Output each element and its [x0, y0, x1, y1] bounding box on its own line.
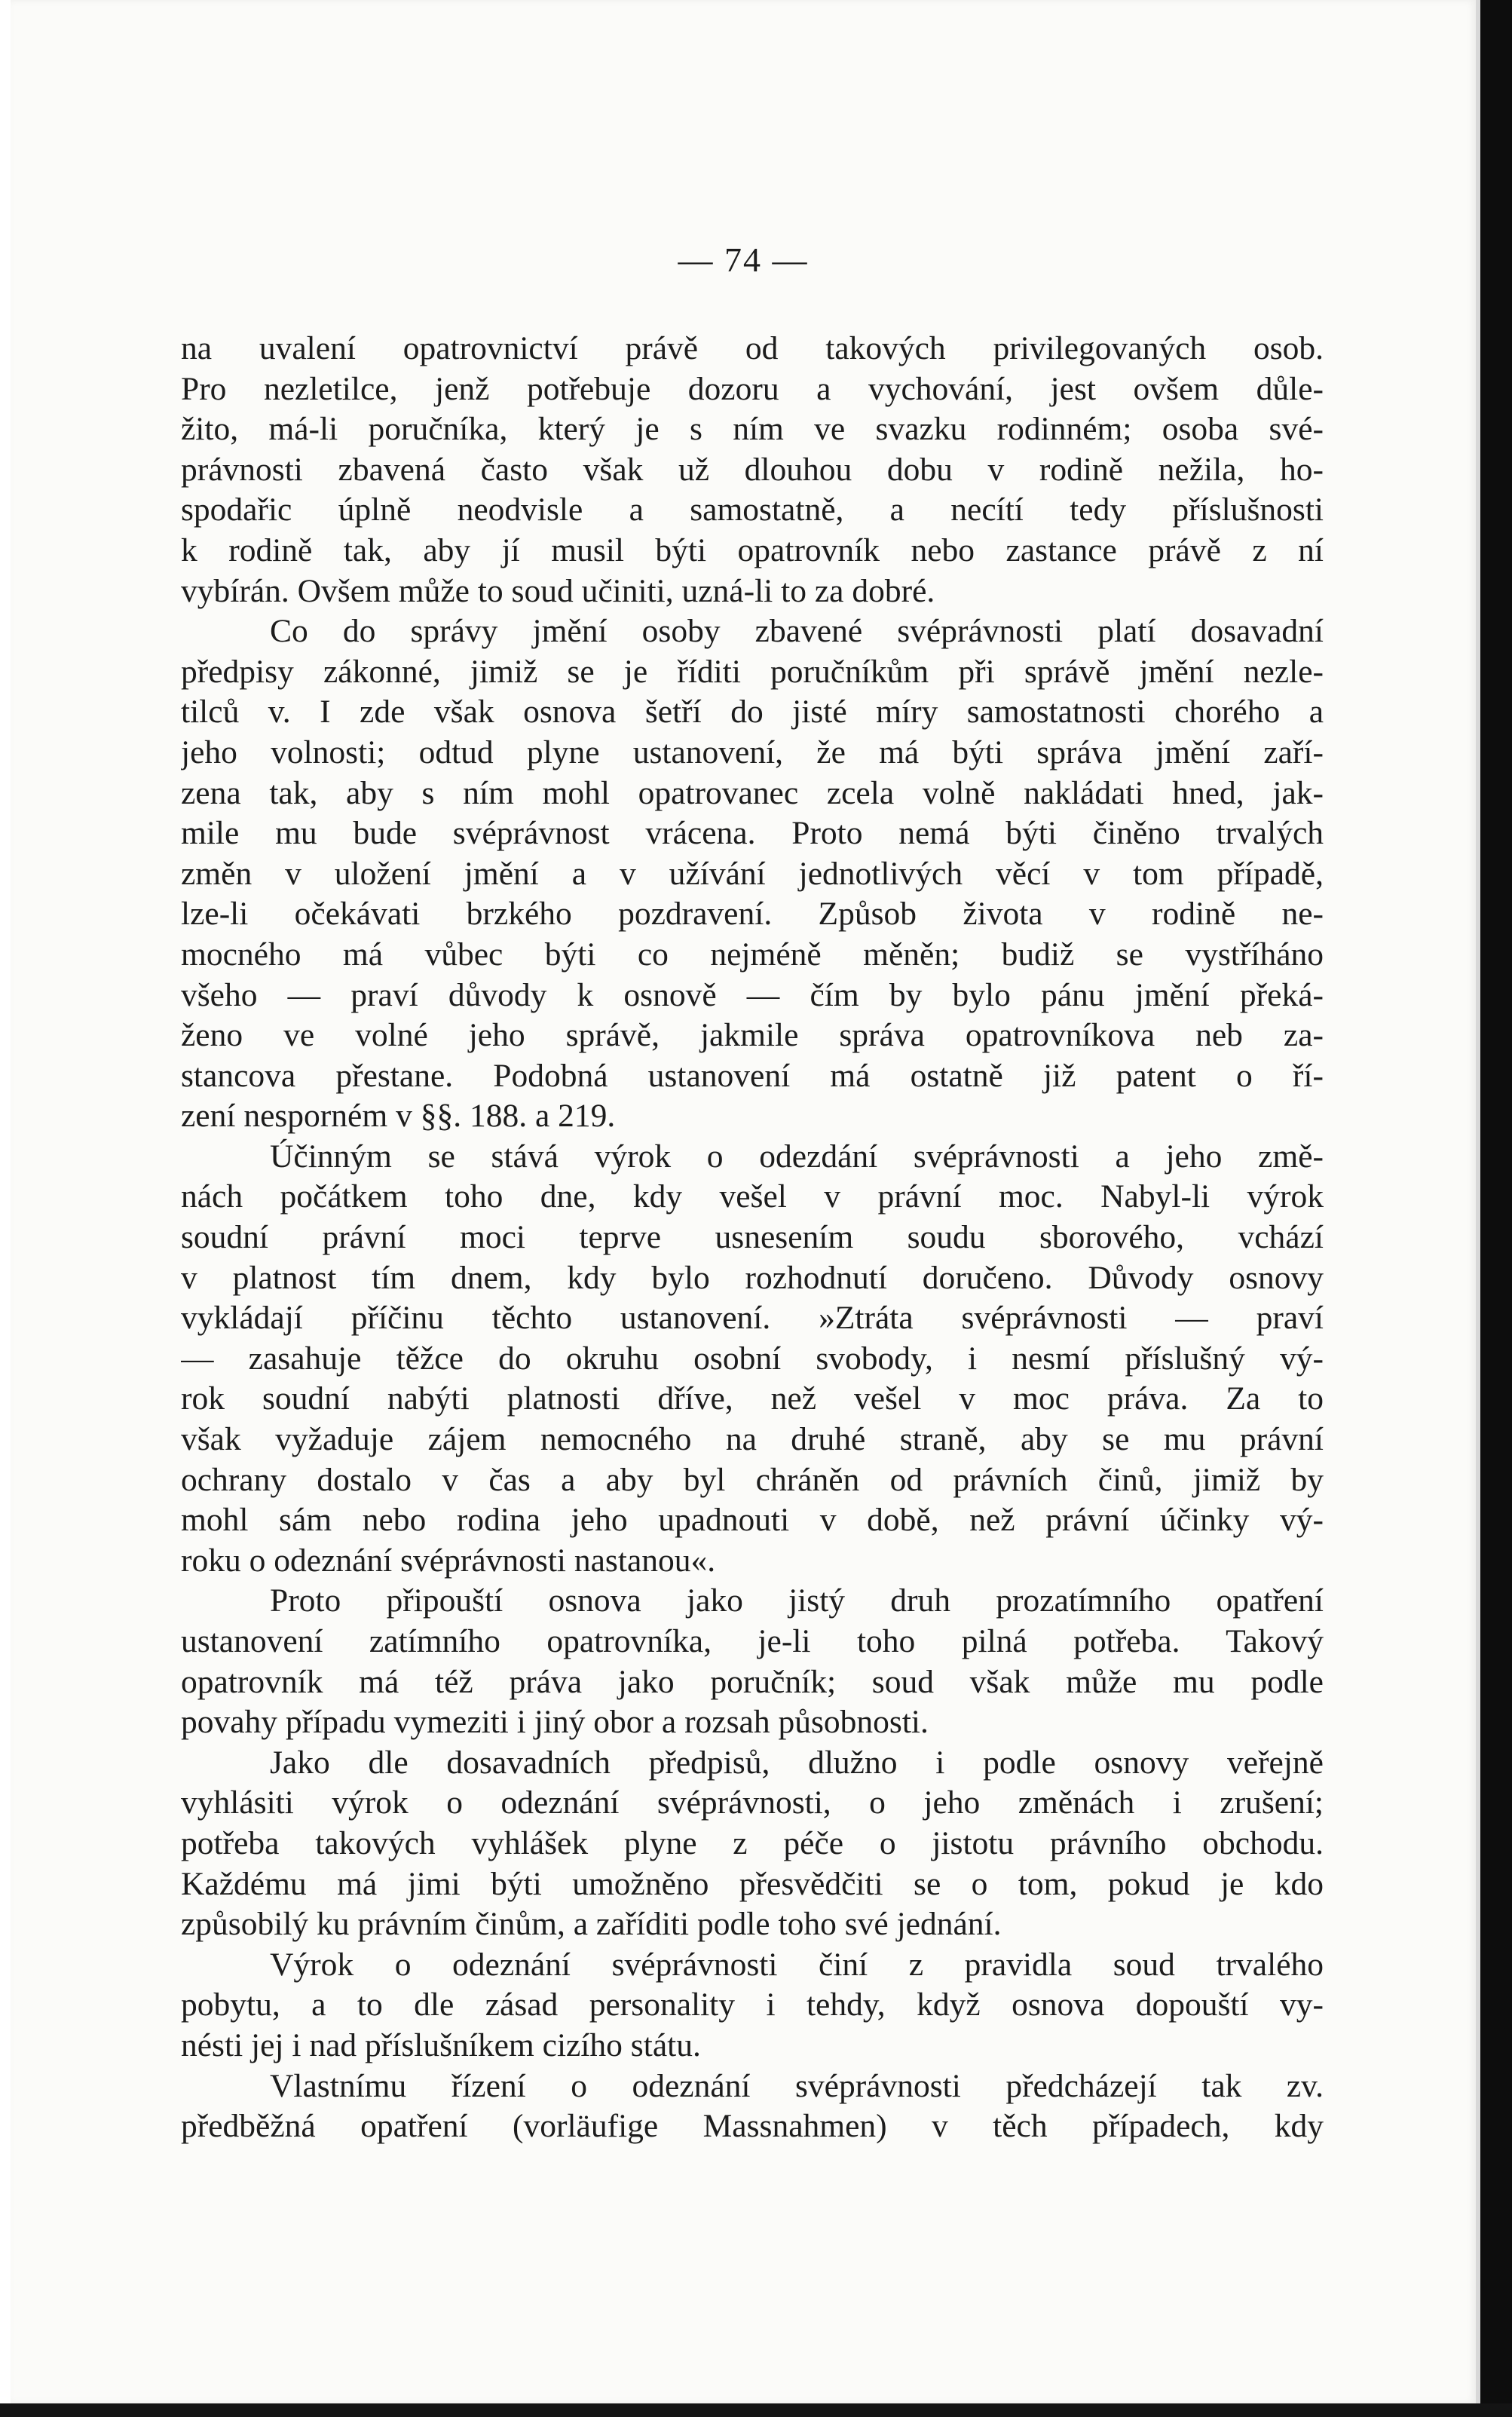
text-line: právnosti zbavená často však už dlouhou dobu v rodině nežila, ho- [181, 451, 1324, 488]
text-line: tilců v. I zde však osnova šetří do jisté míry samostatnosti chorého a [181, 694, 1324, 731]
scan-border-right [1480, 0, 1512, 2417]
paragraph-1 [181, 329, 1324, 611]
text-line: Jako dle dosavadních předpisů, dlužno i podle osnovy veřejně [270, 1744, 1324, 1781]
text-line: nách počátkem toho dne, kdy vešel v právní moc. Nabyl-li výrok [181, 1178, 1324, 1215]
text-line: zení nesporném v §§. 188. a 219. [181, 1098, 616, 1135]
paragraph-2 [181, 611, 1324, 1137]
text-line: Proto připouští osnova jako jistý druh prozatímního opatření [270, 1582, 1324, 1619]
text-line: k rodině tak, aby jí musil býti opatrovník nebo zastance právě z ní [181, 531, 1324, 568]
text-line: jeho volnosti; odtud plyne ustanovení, že má býti správa jmění zaří- [181, 734, 1324, 770]
text-line: opatrovník má též práva jako poručník; soud však může mu podle [181, 1663, 1324, 1700]
scan-border-bottom [0, 2403, 1512, 2417]
text-line: vybírán. Ovšem může to soud učiniti, uzná-li to za dobré. [181, 572, 935, 609]
text-line: všeho — praví důvody k osnově — čím by bylo pánu jmění překá- [181, 976, 1324, 1013]
text-line: Vlastnímu řízení o odeznání svéprávnosti předcházejí tak zv. [270, 2067, 1324, 2104]
text-line: Pro nezletilce, jenž potřebuje dozoru a vychování, jest ovšem důle- [181, 370, 1324, 407]
paragraph-7 [181, 2066, 1324, 2147]
text-line: — zasahuje těžce do okruhu osobní svobody, i nesmí příslušný vý- [181, 1340, 1324, 1377]
text-line: mohl sám nebo rodina jeho upadnouti v době, než právní účinky vý- [181, 1502, 1324, 1539]
text-line: předběžná opatření (vorläufige Massnahmen) v těch případech, kdy [181, 2108, 1324, 2145]
text-line: vyhlásiti výrok o odeznání svéprávnosti, o jeho změnách i zrušení; [181, 1784, 1324, 1821]
text-line: potřeba takových vyhlášek plyne z péče o jistotu právního obchodu. [181, 1824, 1324, 1861]
paragraph-5 [181, 1743, 1324, 1945]
text-line: Výrok o odeznání svéprávnosti činí z pravidla soud trvalého [270, 1946, 1324, 1983]
text-line: stancova přestane. Podobná ustanovení má ostatně již patent o ří- [181, 1057, 1324, 1094]
body-text [181, 329, 1324, 2147]
text-line: na uvalení opatrovnictví právě od takových privilegovaných osob. [181, 330, 1324, 366]
text-line: povahy případu vymeziti i jiný obor a rozsah působnosti. [181, 1704, 929, 1741]
text-line: Každému má jimi býti umožněno přesvědčiti se o tom, pokud je kdo [181, 1865, 1324, 1902]
text-line: nésti jej i nad příslušníkem cizího státu. [181, 2026, 701, 2063]
text-line: lze-li očekávati brzkého pozdravení. Způsob života v rodině ne- [181, 896, 1324, 933]
text-line: žito, má-li poručníka, který je s ním ve svazku rodinném; osoba své- [181, 411, 1324, 448]
text-line: ochrany dostalo v čas a aby byl chráněn od právních činů, jimiž by [181, 1461, 1324, 1498]
text-line: soudní právní moci teprve usnesením soudu sborového, vchází [181, 1219, 1324, 1256]
paragraph-3 [181, 1137, 1324, 1582]
paragraph-4 [181, 1581, 1324, 1742]
text-line: způsobilý ku právním činům, a zaříditi podle toho své jednání. [181, 1906, 1002, 1943]
book-page [11, 0, 1480, 2403]
text-line: ustanovení zatímního opatrovníka, je-li toho pilná potřeba. Takový [181, 1623, 1324, 1659]
text-line: zena tak, aby s ním mohl opatrovanec zcela volně nakládati hned, jak- [181, 774, 1324, 811]
text-line: ženo ve volné jeho správě, jakmile správa opatrovníkova neb za- [181, 1017, 1324, 1054]
text-line: však vyžaduje zájem nemocného na druhé straně, aby se mu právní [181, 1421, 1324, 1458]
text-line: pobytu, a to dle zásad personality i tehdy, když osnova dopouští vy- [181, 1987, 1324, 2023]
text-line: v platnost tím dnem, kdy bylo rozhodnutí doručeno. Důvody osnovy [181, 1259, 1324, 1296]
text-line: Co do správy jmění osoby zbavené svéprávnosti platí dosavadní [270, 613, 1324, 650]
text-line: Účinným se stává výrok o odezdání svéprávnosti a jeho změ- [270, 1138, 1324, 1175]
text-line: mocného má vůbec býti co nejméně měněn; budiž se vystříháno [181, 936, 1324, 973]
page-number: — 74 — [678, 240, 809, 279]
text-line: spodařic úplně neodvisle a samostatně, a necítí tedy příslušnosti [181, 492, 1324, 528]
text-line: mile mu bude svéprávnost vrácena. Proto nemá býti činěno trvalých [181, 815, 1324, 852]
paragraph-6 [181, 1945, 1324, 2066]
text-line: změn v uložení jmění a v užívání jednotlivých věcí v tom případě, [181, 855, 1324, 892]
text-line: rok soudní nabýti platnosti dříve, než vešel v moc práva. Za to [181, 1380, 1324, 1417]
text-line: roku o odeznání svéprávnosti nastanou«. [181, 1542, 716, 1579]
text-line: předpisy zákonné, jimiž se je říditi poručníkům při správě jmění nezle- [181, 653, 1324, 690]
text-line: vykládají příčinu těchto ustanovení. »Ztráta svéprávnosti — praví [181, 1300, 1324, 1337]
